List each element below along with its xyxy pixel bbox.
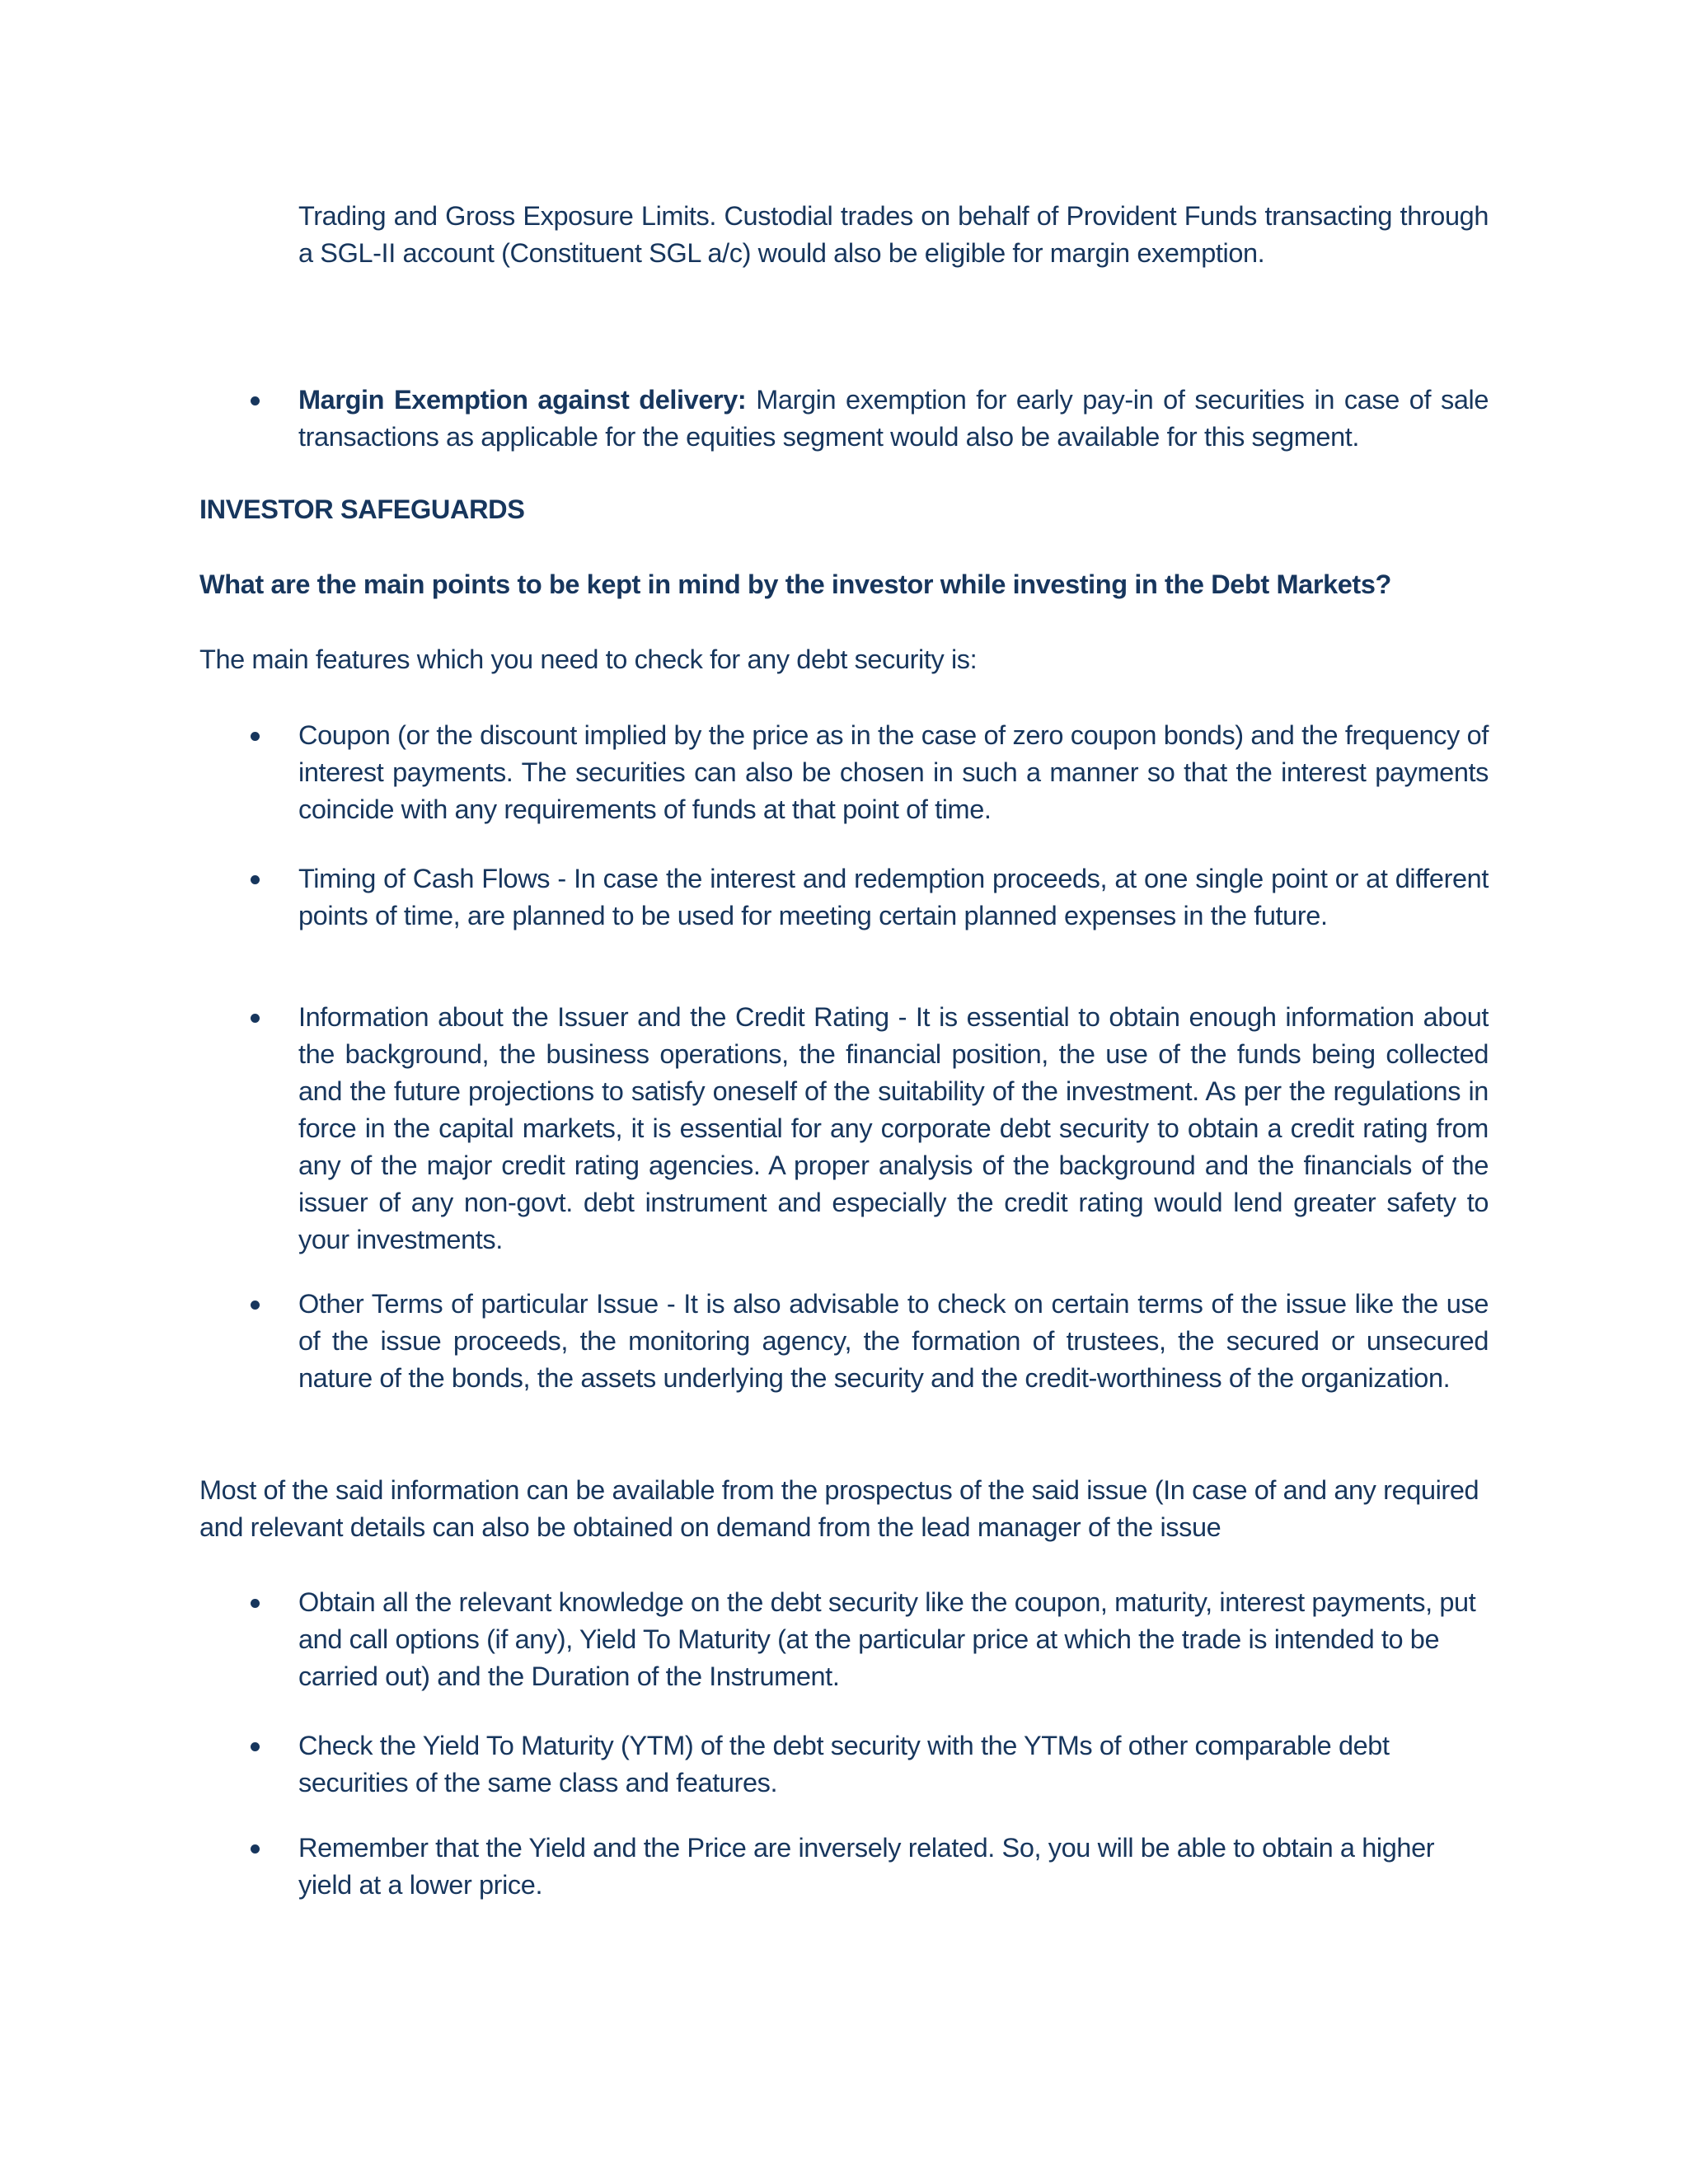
tip-item-yield-price: Remember that the Yield and the Price are inversely related. So, you will be able to obtain a higher yield at a lower price. <box>298 1833 1435 1900</box>
feature-item-coupon: Coupon (or the discount implied by the price as in the case of zero coupon bonds) and the frequency of interest payments. The securities can also be chosen in such a manner so that the interest payments coincide with any requirements of funds at that point of time. <box>298 720 1489 824</box>
section-heading: INVESTOR SAFEGUARDS <box>199 494 525 524</box>
margin-exemption-item <box>298 382 1489 456</box>
bullet-icon <box>251 1727 267 1751</box>
bullet-icon <box>251 1286 267 1310</box>
margin-exemption-label: Margin Exemption against delivery: <box>298 385 747 415</box>
bullet-icon <box>251 1584 267 1608</box>
bullet-icon <box>251 1830 267 1854</box>
continuation-paragraph: Trading and Gross Exposure Limits. Custodial trades on behalf of Provident Funds transacting through a SGL-II account (Constituent SGL a/c) would also be eligible for margin exemption. <box>298 201 1489 268</box>
feature-item-issuer-credit-rating: Information about the Issuer and the Credit Rating - It is essential to obtain enough information about the background, the business operations, the financial position, the use of the funds being collected and the future projections to satisfy oneself of the suitability of the investment. As per the regulations in force in the capital markets, it is essential for any corporate debt security to obtain a credit rating from any of the major credit rating agencies. A proper analysis of the background and the financials of the issuer of any non-govt. debt instrument and especially the credit rating would lend greater safety to your investments. <box>298 1002 1489 1254</box>
bullet-icon <box>251 382 267 405</box>
feature-item-cash-flows: Timing of Cash Flows - In case the interest and redemption proceeds, at one single point or at different points of time, are planned to be used for meeting certain planned expenses in the future. <box>298 864 1489 930</box>
bullet-icon <box>251 860 267 884</box>
margin-exemption-text: Margin exemption for early pay-in of securities in case of sale transactions as applicable for the equities segment would also be available for this segment. <box>298 385 1489 452</box>
bullet-icon <box>251 999 267 1023</box>
bullet-icon <box>251 717 267 741</box>
tip-item-knowledge: Obtain all the relevant knowledge on the debt security like the coupon, maturity, interest payments, put and call options (if any), Yield To Maturity (at the particular price at which the trade is intended to be carried out) and the Duration of the Instrument. <box>298 1587 1476 1691</box>
intro-paragraph: The main features which you need to check for any debt security is: <box>199 644 978 674</box>
tip-item-ytm: Check the Yield To Maturity (YTM) of the debt security with the YTMs of other comparable debt securities of the same class and features. <box>298 1731 1390 1797</box>
feature-item-other-terms: Other Terms of particular Issue - It is also advisable to check on certain terms of the issue like the use of the issue proceeds, the monitoring agency, the formation of trustees, the secured or unsecured nature of the bonds, the assets underlying the security and the credit-worthiness of the organization. <box>298 1289 1489 1393</box>
question-heading: What are the main points to be kept in mind by the investor while investing in the Debt Markets? <box>199 569 1391 599</box>
prospectus-paragraph: Most of the said information can be available from the prospectus of the said issue (In case of and any required and relevant details can also be obtained on demand from the lead manager of the issue <box>199 1475 1479 1542</box>
